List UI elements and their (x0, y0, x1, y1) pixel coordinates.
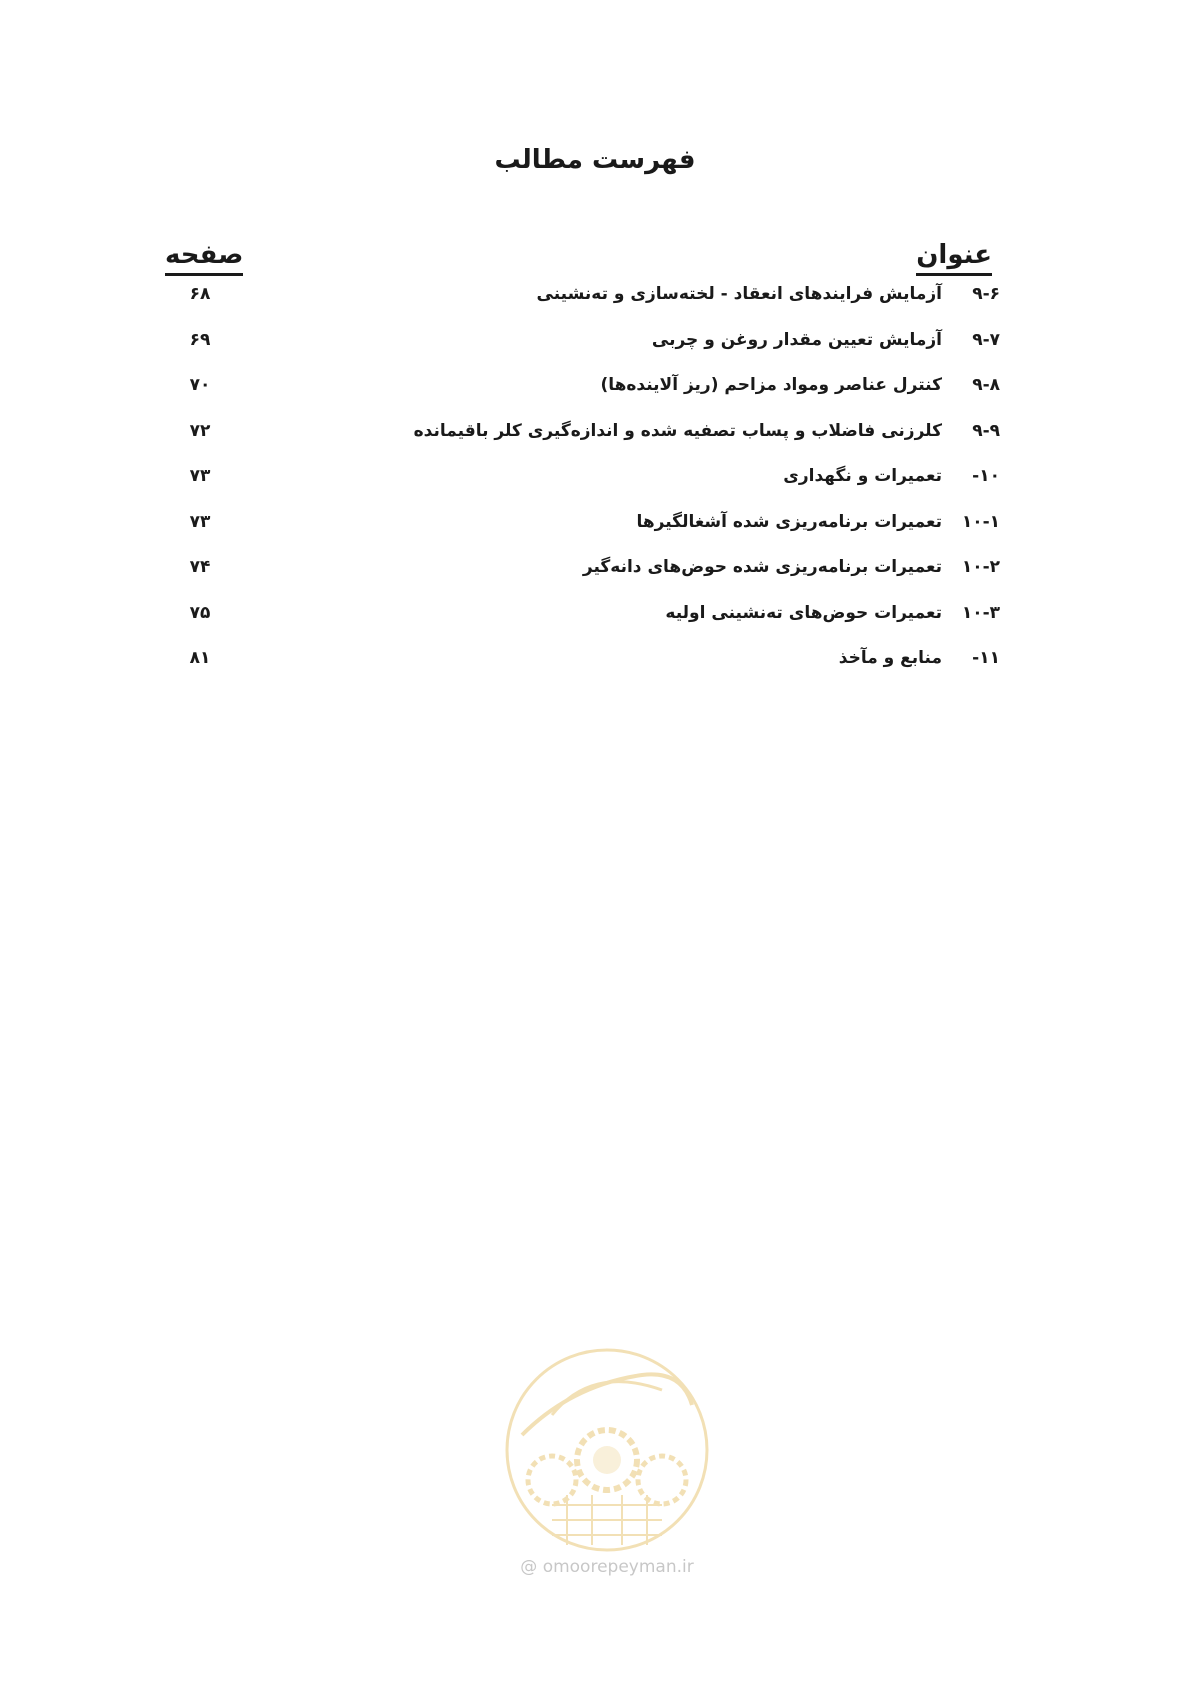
toc-entry-text: آزمایش تعیین مقدار روغن و چربی (651, 329, 942, 350)
toc-entry-text: تعمیرات و نگهداری (783, 466, 942, 486)
page-title: فهرست مطالب (494, 145, 696, 175)
toc-entry-title (652, 324, 1000, 356)
toc-entry[interactable] (150, 597, 1000, 643)
toc-entry-page: ۶۸ (189, 284, 211, 304)
toc-entry-title (665, 597, 1000, 629)
toc-entry[interactable] (150, 551, 1000, 597)
toc-entry-number: ۱۱- (972, 648, 1000, 668)
toc-entry-title (537, 278, 1000, 310)
watermark-site: @ omoorepeyman.ir (520, 1557, 694, 1577)
toc-entry[interactable] (150, 324, 1000, 370)
toc-entry-text: تعمیرات برنامه‌ریزی شده آشغالگیرها (636, 511, 942, 532)
toc-entry[interactable] (150, 415, 1000, 461)
toc-entry-number: ۹-۸ (972, 375, 1000, 395)
toc-entry-text: کنترل عناصر ومواد مزاحم (ریز آلاینده‌ها) (600, 375, 942, 395)
toc-entry-page: ۷۴ (189, 557, 211, 577)
omoorepeyman-logo-icon (492, 1345, 722, 1555)
toc-list (150, 278, 1000, 688)
toc-entry-number: ۹-۶ (972, 284, 1000, 304)
column-header-page: صفحه (165, 240, 243, 276)
toc-entry-title (583, 551, 1000, 583)
toc-entry-number: ۱۰-۲ (961, 557, 1000, 577)
toc-entry-title (783, 460, 1000, 492)
toc-entry-text: تعمیرات برنامه‌ریزی شده حوض‌های دانه‌گیر (582, 557, 942, 577)
toc-entry-title (839, 642, 1000, 674)
toc-entry-number: ۱۰- (972, 466, 1000, 486)
toc-entry-text: آزمایش فرایندهای انعقاد - لخته‌سازی و ته‌نشینی (536, 284, 942, 304)
toc-entry-text: منابع و مآخذ (838, 648, 942, 668)
column-header-title: عنوان (916, 240, 992, 276)
toc-entry-page: ۷۳ (189, 466, 211, 486)
toc-entry[interactable] (150, 278, 1000, 324)
toc-entry[interactable] (150, 642, 1000, 688)
toc-entry-page: ۷۳ (189, 511, 211, 532)
watermark (492, 1345, 722, 1605)
toc-entry-title (414, 415, 1000, 447)
toc-entry-number: ۹-۹ (972, 420, 1000, 441)
toc-entry-page: ۷۲ (189, 420, 211, 441)
toc-entry-title (600, 369, 1000, 401)
toc-entry-number: ۹-۷ (972, 329, 1000, 350)
toc-entry-number: ۱۰-۱ (961, 511, 1000, 532)
toc-entry[interactable] (150, 369, 1000, 415)
toc-entry[interactable] (150, 460, 1000, 506)
toc-entry-title (637, 506, 1001, 538)
toc-entry-page: ۸۱ (189, 648, 211, 668)
toc-entry-number: ۱۰-۳ (961, 602, 1000, 623)
toc-entry-text: تعمیرات حوض‌های ته‌نشینی اولیه (665, 602, 942, 623)
toc-entry-page: ۷۵ (189, 602, 211, 623)
toc-entry-page: ۶۹ (189, 329, 211, 350)
toc-entry-page: ۷۰ (189, 375, 211, 395)
toc-entry-text: کلرزنی فاضلاب و پساب تصفیه شده و اندازه‌گیری کلر باقیمانده (413, 420, 942, 441)
toc-entry[interactable] (150, 506, 1000, 552)
